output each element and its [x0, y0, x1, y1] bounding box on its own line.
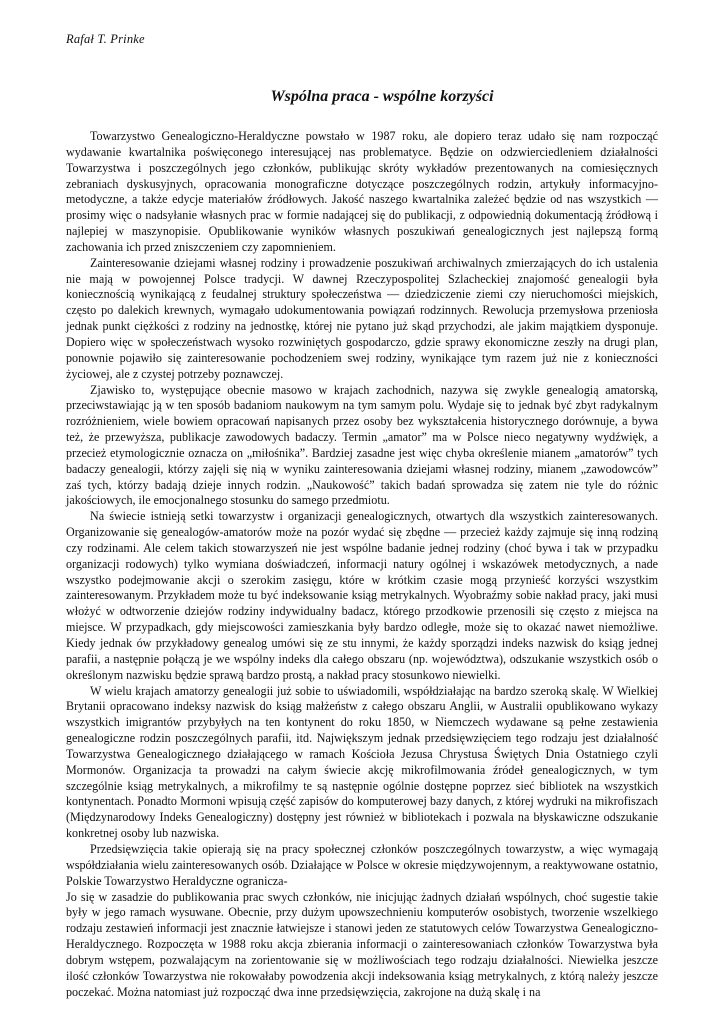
paragraph: Zjawisko to, występujące obecnie masowo w krajach zachodnich, nazywa się zwykle genealogią amatorską, przeciwstawiając ją w ten sposób badaniom naukowym na tym samym polu. Wydaje się to jednak być zbyt radykalnym rozróżnieniem, wiele bowiem opracowań napisanych przez osoby bez wykształcenia historycznego dorównuje, a bywa też, że przewyższa, publikacje zawodowych badaczy. Termin „amator” ma w Polsce nieco negatywny wydźwięk, a przecież etymologicznie oznacza on „miłośnika”. Bardziej zasadne jest więc chyba określenie mianem „amatorów” tych badaczy genealogii, którzy zajęli się nią w wyniku zainteresowania dziejami własnej rodziny, mianem „zawodowców” zaś tych, którzy badają dzieje innych rodzin. „Naukowość” takich badań sprowadza się zatem nie tyle do różnic jakościowych, ile emocjonalnego stosunku do samego przedmiotu. [66, 382, 658, 508]
paragraph: W wielu krajach amatorzy genealogii już sobie to uświadomili, współdziałając na bardzo szeroką skalę. W Wielkiej Brytanii opracowano indeksy nazwisk do ksiąg małżeństw z całego obszaru Anglii, w Australii opublikowano wykazy wszystkich imigrantów przybyłych na ten kontynent do roku 1850, w Niemczech wydawane są pełne zestawienia genealogiczne rodzin poszczególnych parafii, itd. Największym jednak przedsięwzięciem tego rodzaju jest działalność Towarzystwa Genealogicznego działającego w ramach Kościoła Jezusa Chrystusa Świętych Dnia Ostatniego czyli Mormonów. Organizacja ta prowadzi na całym świecie akcję mikrofilmowania źródeł genealogicznych, w tym szczególnie ksiąg metrykalnych, a mikrofilmy te są następnie ogólnie dostępne poprzez sieć bibliotek na wszystkich kontynentach. Ponadto Mormoni wpisują część zapisów do komputerowej bazy danych, z której wydruki na mikrofiszach (Międzynarodowy Indeks Genealogiczny) dostępny jest również w bibliotekach i pozwala na błyskawiczne odszukanie konkretnej osoby lub nazwiska. [66, 683, 658, 841]
article-title: Wspólna praca - wspólne korzyści [270, 88, 494, 105]
paragraph: Zainteresowanie dziejami własnej rodziny i prowadzenie poszukiwań archiwalnych zmierzających do ich ustalenia nie mają w powojennej Polsce tradycji. W dawnej Rzeczypospolitej Szlacheckiej znajomość genealogii była koniecznością wynikającą z feudalnej struktury społeczeństwa — dziedziczenie ziemi czy nieruchomości miejskich, często po dalekich krewnych, wymagało udokumentowania powiązań rodzinnych. Rewolucja przemysłowa przeniosła jednak punkt ciężkości z rodziny na jednostkę, której nie pytano już skąd przychodzi, ale jakim majątkiem dysponuje. Dopiero więc w społeczeństwach wysoko rozwiniętych gospodarczo, gdzie sprawy ekonomiczne zeszły na drugi plan, ponownie pojawiło się zainteresowanie pochodzeniem swej rodziny, wynikające tym razem już nie z konieczności życiowej, ale z czystej potrzeby poznawczej. [66, 255, 658, 381]
running-header-author: Rafał T. Prinke [66, 32, 145, 46]
paragraph: Towarzystwo Genealogiczno-Heraldyczne powstało w 1987 roku, ale dopiero teraz udało się nam rozpocząć wydawanie kwartalnika poświęconego interesującej nas problematyce. Będzie on odzwierciedleniem działalności Towarzystwa i poszczególnych jego członków, publikując skróty wykładów prezentowanych na comiesięcznych zebraniach dyskusyjnych, opracowania monograficzne dotyczące poszczególnych rodzin, artykuły informacyjno-metodyczne, a także edycje materiałów źródłowych. Jakość naszego kwartalnika zależeć będzie od nas wszystkich — prosimy więc o nadsyłanie własnych prac w formie nadającej się do publikacji, z odpowiednią dokumentacją źródłową i najlepiej w maszynopisie. Opublikowanie wyników własnych poszukiwań genealogicznych jest najlepszą formą zachowania ich przed zniszczeniem czy zapomnieniem. [66, 129, 658, 254]
paragraph-continuation: Jo się w zasadzie do publikowania prac swych członków, nie inicjując żadnych działań wspólnych, choć sugestie takie były w jego ramach wysuwane. Obecnie, przy dużym upowszechnieniu komputerów osobistych, tworzenie wszelkiego rodzaju zestawień informacji jest znacznie łatwiejsze i stanowi jeden ze statutowych celów Towarzystwa Genealogiczno-Heraldycznego. Rozpoczęta w 1988 roku akcja zbierania informacji o zainteresowaniach członków Towarzystwa była dobrym wstępem, pozwalającym na zorientowanie się w możliwościach tego rodzaju działalności. Niewielka jeszcze ilość członków Towarzystwa nie rokowałaby powodzenia akcji indeksowania ksiąg metrykalnych, z którą należy jeszcze poczekać. Można natomiast już rozpocząć dwa inne przedsięwzięcia, zakrojone na dużą skalę i na [66, 889, 658, 999]
paragraph: Na świecie istnieją setki towarzystw i organizacji genealogicznych, otwartych dla wszystkich zainteresowanych. Organizowanie się genealogów-amatorów może na pozór wydać się zbędne — przecież każdy zajmuje się inną rodziną czy rodzinami. Ale celem takich stowarzyszeń nie jest wspólne badanie jednej rodziny (choć bywa i tak w przypadku organizacji rodowych) tylko wymiana doświadczeń, informacji natury ogólnej i wskazówek metodycznych, a nade wszystko podejmowanie akcji o szerokim zasięgu, które w krótkim czasie mogą przynieść korzyści wszystkim zainteresowanym. Przykładem może tu być indeksowanie ksiąg metrykalnych. Wyobraźmy sobie nakład pracy, jaki musi włożyć w odtworzenie dziejów rodziny indywidualny badacz, którego przodkowie przenosili się często z miejsca na miejsce. W przypadkach, gdy miejscowości zamieszkania były bardzo odległe, może się to okazać nawet niemożliwe. Kiedy jednak ów przykładowy genealog umówi się ze stu innymi, że każdy sporządzi indeks nazwisk do ksiąg jednej parafii, a następnie połączą je we wspólny indeks dla całego obszaru (np. województwa), odszukanie wszystkich osób o określonym nazwisku będzie sprawą bardzo prostą, a nakład pracy stosunkowo niewielki. [66, 509, 658, 682]
paragraph: Przedsięwzięcia takie opierają się na pracy społecznej członków poszczególnych towarzystw, a więc wymagają współdziałania wielu zainteresowanych osób. Działające w Polsce w okresie międzywojennym, a reaktywowane ostatnio, Polskie Towarzystwo Heraldyczne ogranicza- [66, 841, 658, 888]
article-body [66, 129, 658, 1000]
